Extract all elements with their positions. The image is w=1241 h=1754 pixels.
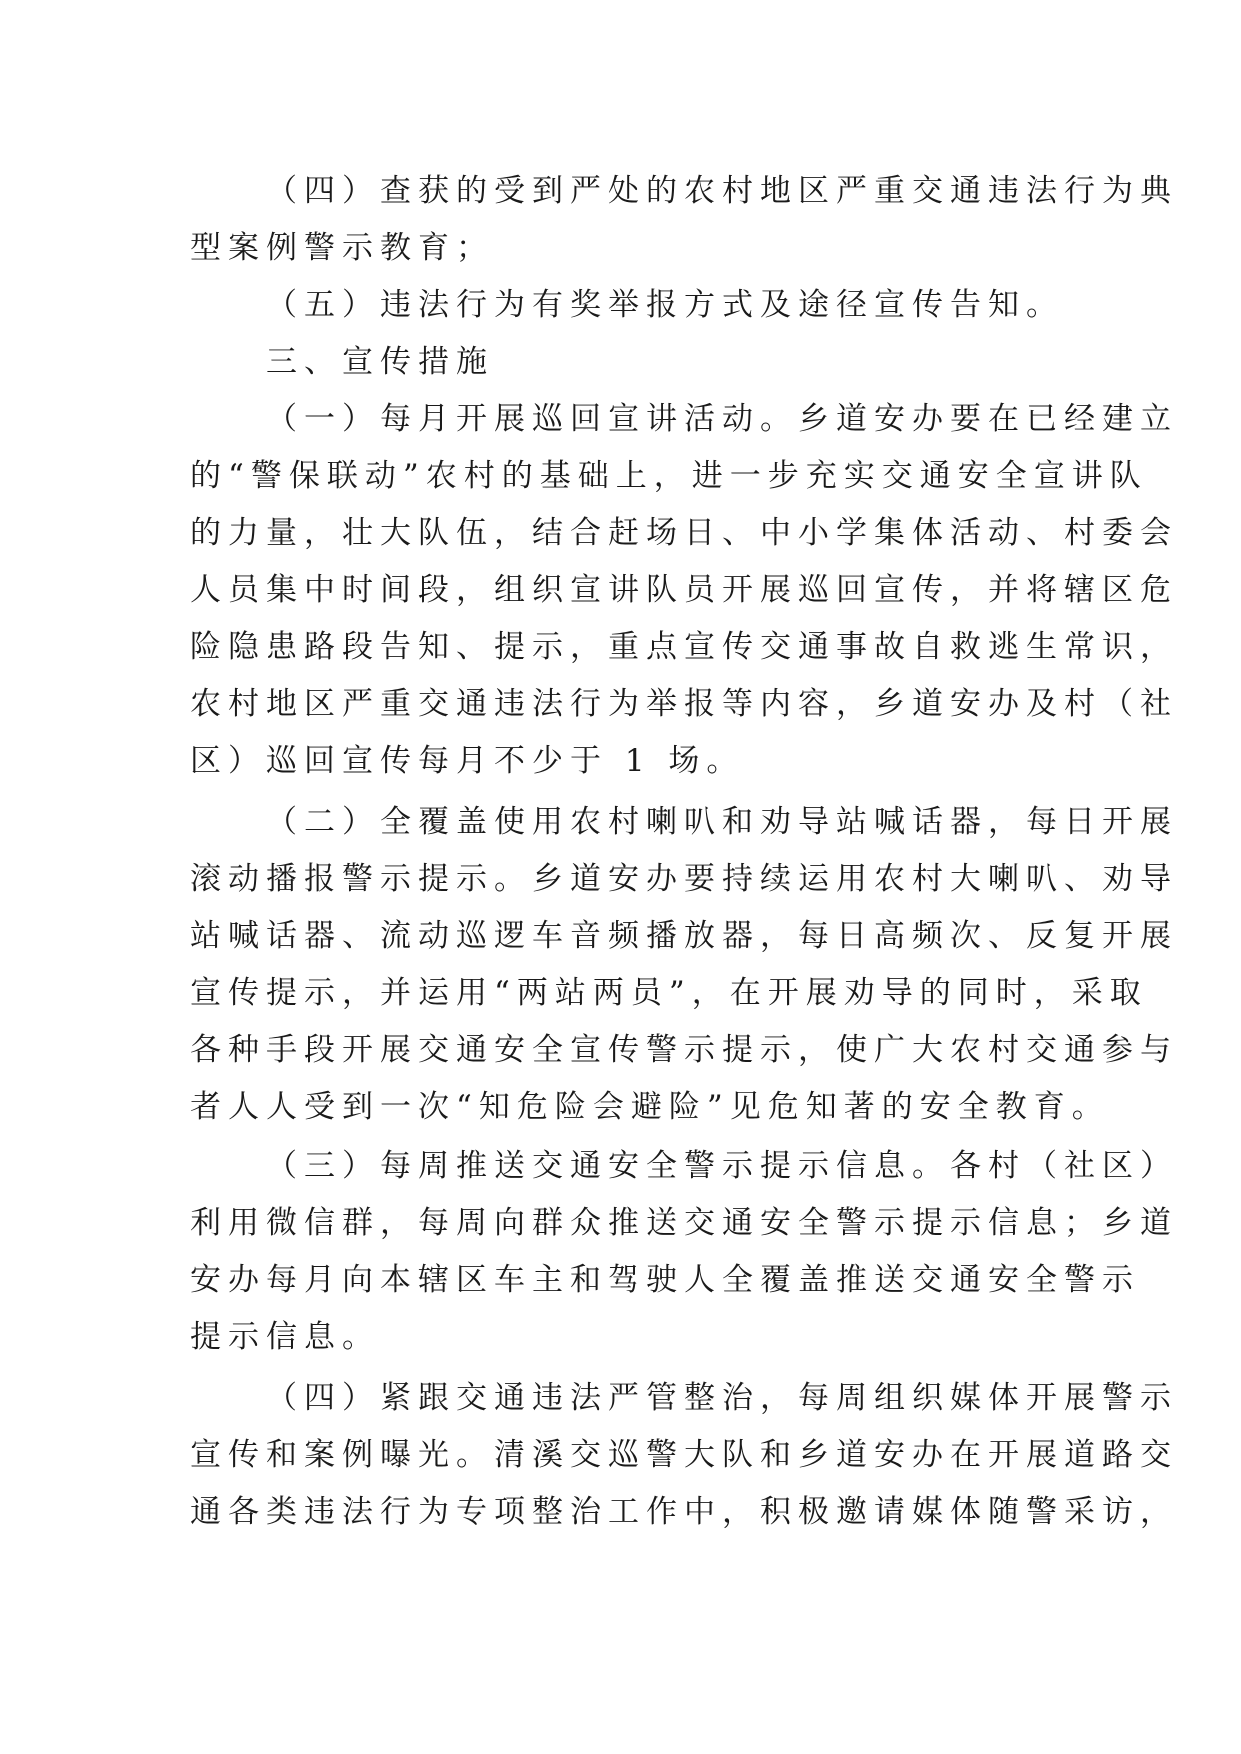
paragraph-item-5 bbox=[190, 277, 1064, 334]
text-line: 型案例警示教育； bbox=[190, 230, 494, 266]
text-line: （四）紧跟交通违法严管整治，每周组织媒体开展警示 bbox=[266, 1380, 1178, 1416]
text-line: 安办每月向本辖区车主和驾驶人全覆盖推送交通安全警示 bbox=[190, 1262, 1140, 1298]
text-line: 通各类违法行为专项整治工作中，积极邀请媒体随警采访， bbox=[190, 1494, 1178, 1530]
text-line: 宣传和案例曝光。清溪交巡警大队和乡道安办在开展道路交 bbox=[190, 1437, 1178, 1473]
text-line: 宣传提示，并运用“两站两员”，在开展劝导的同时，采取 bbox=[190, 975, 1148, 1011]
text-line: 各种手段开展交通安全宣传警示提示，使广大农村交通参与 bbox=[190, 1032, 1178, 1068]
text-line: 滚动播报警示提示。乡道安办要持续运用农村大喇叭、劝导 bbox=[190, 861, 1178, 897]
text-line: 险隐患路段告知、提示，重点宣传交通事故自救逃生常识， bbox=[190, 629, 1178, 665]
paragraph-item-4 bbox=[190, 163, 1178, 277]
text-line: （一）每月开展巡回宣讲活动。乡道安办要在已经建立 bbox=[266, 401, 1178, 437]
text-line: （三）每周推送交通安全警示提示信息。各村（社区） bbox=[266, 1148, 1178, 1184]
paragraph-measure-1 bbox=[190, 391, 1178, 790]
text-line: 者人人受到一次“知危险会避险”见危知著的安全教育。 bbox=[190, 1089, 1110, 1125]
text-line: 的力量，壮大队伍，结合赶场日、中小学集体活动、村委会 bbox=[190, 515, 1178, 551]
paragraph-measure-2 bbox=[190, 794, 1178, 1136]
text-line: 区）巡回宣传每月不少于 1 场。 bbox=[190, 743, 745, 779]
text-line: 站喊话器、流动巡逻车音频播放器，每日高频次、反复开展 bbox=[190, 918, 1178, 954]
text-line: 人员集中时间段，组织宣讲队员开展巡回宣传，并将辖区危 bbox=[190, 572, 1178, 608]
text-line: 提示信息。 bbox=[190, 1319, 380, 1355]
text-line: （四）查获的受到严处的农村地区严重交通违法行为典 bbox=[266, 173, 1178, 209]
text-line: 农村地区严重交通违法行为举报等内容，乡道安办及村（社 bbox=[190, 686, 1178, 722]
text-line: （五）违法行为有奖举报方式及途径宣传告知。 bbox=[266, 287, 1064, 323]
text-line: 利用微信群，每周向群众推送交通安全警示提示信息；乡道 bbox=[190, 1205, 1178, 1241]
heading-line: 三、宣传措施 bbox=[266, 344, 494, 380]
paragraph-measure-3 bbox=[190, 1138, 1178, 1366]
paragraph-measure-4 bbox=[190, 1370, 1178, 1541]
text-line: （二）全覆盖使用农村喇叭和劝导站喊话器，每日开展 bbox=[266, 804, 1178, 840]
document-page bbox=[190, 163, 1178, 1541]
text-line: 的“警保联动”农村的基础上，进一步充实交通安全宣讲队 bbox=[190, 458, 1148, 494]
section-heading-measures bbox=[190, 334, 1050, 391]
